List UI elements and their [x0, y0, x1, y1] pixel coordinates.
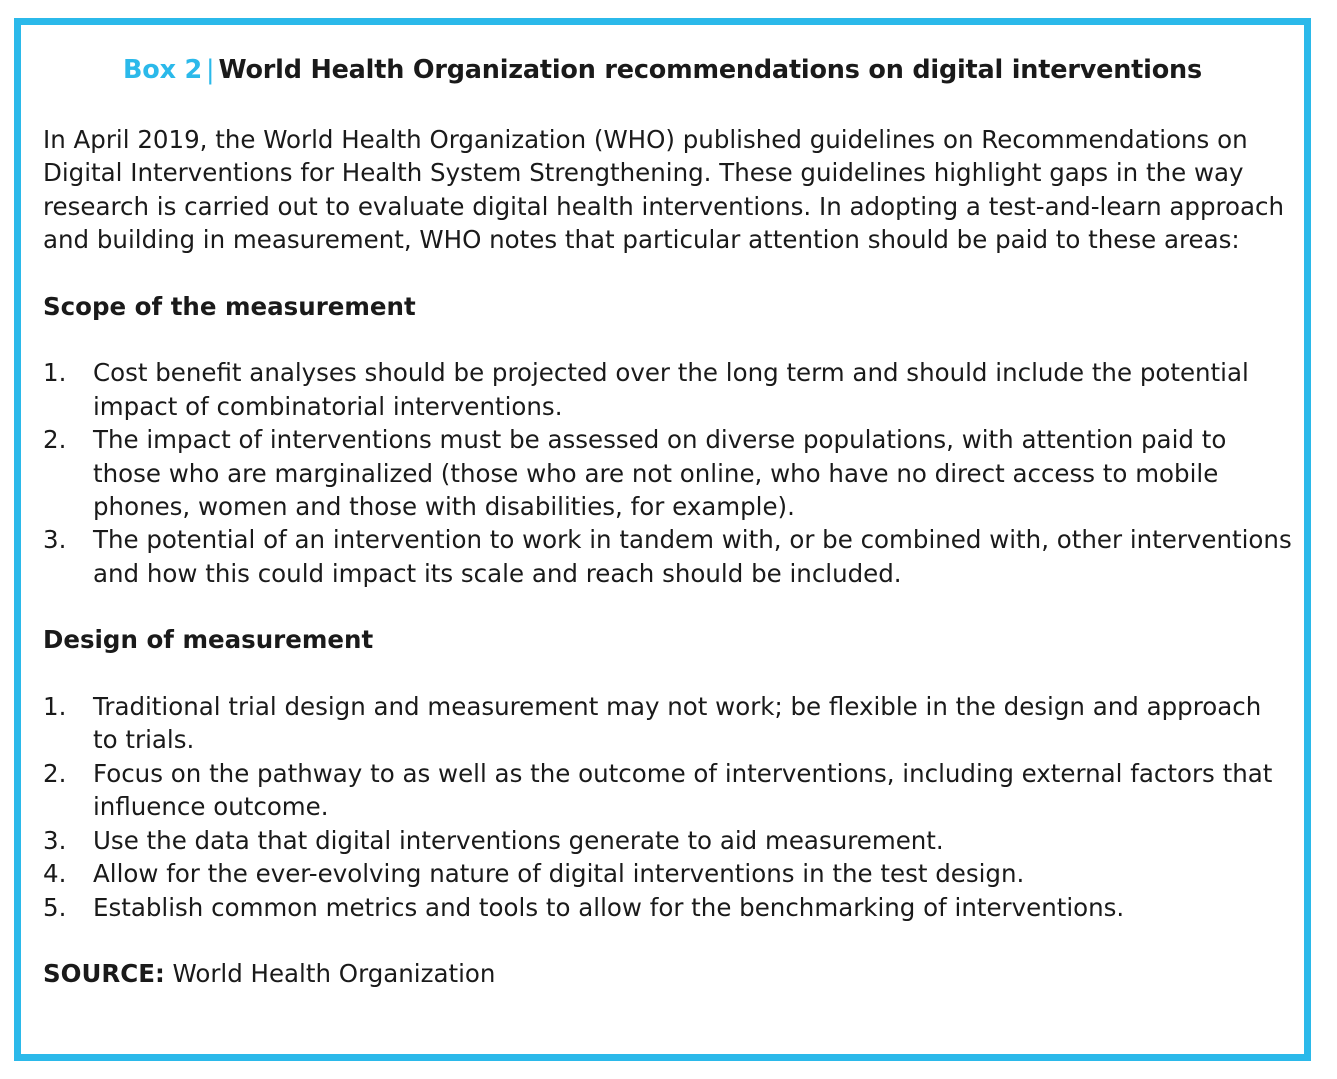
design-list — [43, 690, 1293, 924]
box-content — [43, 123, 1293, 991]
list-item-text: The impact of interventions must be assessed on diverse populations, with attention paid to those who are marginalized (those who are not online, who have no direct access to mobile phones, women and those with disabilities, for example). — [93, 425, 1227, 522]
list-item — [43, 356, 1293, 423]
info-box — [14, 18, 1311, 1061]
box-title — [21, 55, 1304, 85]
list-item — [43, 824, 1293, 857]
list-item-text: The potential of an intervention to work in tandem with, or be combined with, other interventions and how this could impact its scale and reach should be included. — [93, 525, 1292, 588]
list-item — [43, 423, 1293, 523]
list-item-text: Establish common metrics and tools to allow for the benchmarking of interventions. — [93, 892, 1125, 922]
source-line — [43, 957, 1293, 990]
list-item — [43, 757, 1293, 824]
section-heading-scope: Scope of the measurement — [43, 291, 416, 321]
list-item — [43, 690, 1293, 757]
scope-list — [43, 356, 1293, 590]
list-item-text: Cost benefit analyses should be projected over the long term and should include the potential impact of combinatorial interventions. — [93, 358, 1249, 421]
source-label: SOURCE: — [43, 959, 165, 989]
section-heading-design: Design of measurement — [43, 625, 374, 655]
list-item-number: 1. — [43, 358, 67, 388]
list-item — [43, 891, 1293, 924]
list-item — [43, 523, 1293, 590]
box-label: Box 2 — [123, 55, 203, 85]
list-item — [43, 857, 1293, 890]
list-item-number: 3. — [43, 525, 67, 555]
list-item-number: 3. — [43, 825, 67, 855]
list-item-text: Traditional trial design and measurement may not work; be flexible in the design and approach to trials. — [93, 692, 1262, 755]
list-item-number: 5. — [43, 892, 67, 922]
box-separator: | — [206, 55, 215, 85]
source-text: World Health Organization — [172, 959, 496, 989]
list-item-number: 2. — [43, 425, 67, 455]
list-item-number: 4. — [43, 859, 67, 889]
list-item-text: Focus on the pathway to as well as the outcome of interventions, including external factors that influence outcome. — [93, 758, 1273, 822]
list-item-text: Allow for the ever-evolving nature of digital interventions in the test design. — [93, 859, 1025, 889]
list-item-text: Use the data that digital interventions generate to aid measurement. — [93, 825, 944, 855]
list-item-number: 1. — [43, 692, 67, 722]
box-heading: World Health Organization recommendations on digital interventions — [218, 55, 1202, 85]
list-item-number: 2. — [43, 758, 67, 788]
intro-paragraph: In April 2019, the World Health Organization (WHO) published guidelines on Recommendations on Digital Interventions for Health System Strengthening. These guidelines highlight gaps in the way research is carried out to evaluate digital health interventions. In adopting a test-and-learn approach and building in measurement, WHO notes that particular attention should be paid to these areas: — [43, 125, 1285, 255]
